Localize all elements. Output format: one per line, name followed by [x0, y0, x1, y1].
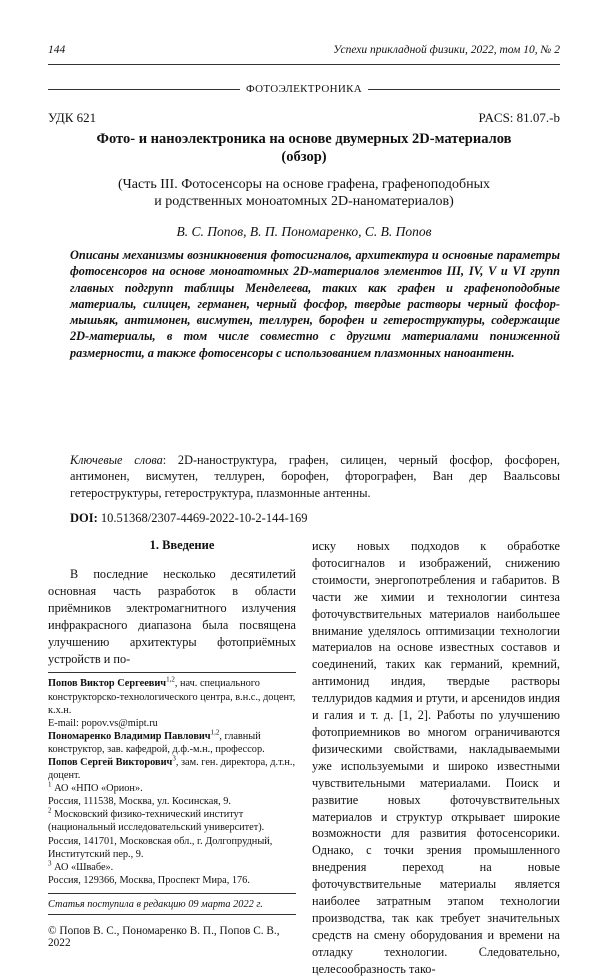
- pacs-code: PACS: 81.07.-b: [478, 110, 560, 125]
- org-2-name: [48, 808, 296, 834]
- author-1-email[interactable]: E-mail: popov.vs@mipt.ru: [48, 717, 158, 729]
- author-2-info: [48, 730, 296, 756]
- intro-paragraph: В последние несколько десятилетий основная часть разработок в области приёмников электромагнитного излучения инфракрасного диапазона была посвящена улучшению архитектуры фотоприёмных устройств и по-: [48, 567, 296, 666]
- journal-header: Успехи прикладной физики, 2022, том 10, № 2: [333, 44, 560, 56]
- intro-heading: 1. Введение: [149, 538, 215, 552]
- keywords-text: : 2D-наноструктура, графен, силицен, черный фосфор, фосфорен, антимонен, висмутен, теллурен, борофен, фторографен, Ван дер Ваальсовы гетероструктуры, гетероструктура, плазмонные антенны.: [70, 453, 560, 500]
- article-subtitle: [80, 176, 528, 210]
- org-2-address: Россия, 141701, Московская обл., г. Долгопрудный, Институтский пер., 9.: [48, 835, 273, 860]
- received-date: Статья поступила в редакцию 09 марта 2022 г.: [48, 898, 263, 910]
- doi: [70, 511, 307, 526]
- org-2-sup: 2: [48, 806, 52, 815]
- page-number: 144: [48, 44, 66, 56]
- subtitle-line-2: и родственных моноатомных 2D-наноматериалов): [154, 194, 454, 209]
- title-line-1: Фото- и наноэлектроника на основе двумерных 2D-материалов: [96, 131, 512, 147]
- author-1-info: [48, 677, 296, 716]
- copyright: © Попов В. С., Пономаренко В. П., Попов С. В., 2022: [48, 924, 280, 949]
- header-rule: [48, 64, 560, 65]
- authors: В. С. Попов, В. П. Пономаренко, С. В. Попов: [176, 224, 432, 239]
- author-3-desc: , зам. ген. директора, д.т.н., доцент.: [48, 757, 296, 782]
- received-rule: [48, 893, 296, 894]
- org-1-name: [48, 782, 296, 795]
- author-1-name: Попов Виктор Сергеевич: [48, 678, 167, 690]
- doi-link[interactable]: 10.51368/2307-4469-2022-10-2-144-169: [97, 511, 308, 525]
- section-divider: [48, 82, 560, 96]
- section-label: ФОТОЭЛЕКТРОНИКА: [240, 82, 368, 96]
- author-2-name: Пономаренко Владимир Павлович: [48, 730, 211, 742]
- org-1-label: АО «НПО «Орион».: [51, 783, 143, 795]
- article-title: [60, 130, 548, 166]
- author-1-sup: 1,2: [166, 676, 175, 685]
- author-3-name: Попов Сергей Викторович: [48, 757, 173, 768]
- received-rule-bottom: [48, 914, 296, 915]
- org-1-sup: 1: [48, 780, 52, 789]
- org-3-label: АО «Швабе».: [51, 861, 114, 873]
- author-3-info: [48, 756, 296, 782]
- subtitle-line-1: (Часть III. Фотосенсоры на основе графена, графеноподобных: [118, 177, 490, 192]
- org-3-sup: 3: [48, 859, 52, 868]
- author-2-desc: , главный конструктор, зав. кафедрой, д.ф.-м.н., профессор.: [48, 730, 265, 755]
- org-3-address: Россия, 129366, Москва, Проспект Мира, 176.: [48, 874, 250, 886]
- keywords: [70, 452, 560, 501]
- org-2-label: Московский физико-технический институт (национальный исследовательский университет).: [48, 809, 265, 834]
- left-column: [48, 538, 296, 949]
- udk-code: УДК 621: [48, 110, 97, 125]
- author-2-sup: 1,2: [210, 728, 220, 737]
- author-1-desc: , нач. специального конструкторско-технологического центра, в.н.с., доцент, к.х.н.: [48, 678, 296, 716]
- right-column-text: иску новых подходов к обработке фотосигналов и изображений, снижению стоимости, энергопотребления и габаритов. В части же химии и технологии синтеза фоточувствительных материалов наибольшее внимание уделялось оптимизации технологии материалов на основе известных составов и соединений, таких как германий, кремний, антимонид индия, твердые растворы теллуридов кадмия и ртути, и арсенидов индия и галия и т. д. [1, 2]. Работы по улучшению фотоприемников во многом ограничиваются физическими свойствами, накладываемыми уже используемыми и широко известными чувствительными материалами. Поиск и развитие новых фоточувствительных материалов и структур открывает широкие возможности для развития фотосенсорики. Однако, с точки зрения промышленного внедрения переход на новые фоточувствительные материалы является наиболее затратным этапом технологии производства, так как требует значительных средств на смену оборудования и времени на отладку технологии. Следовательно, целесообразность тако-: [312, 539, 560, 976]
- abstract: Описаны механизмы возникновения фотосигналов, архитектура и основные параметры фотосенсоров на основе моноатомных 2D-материалов элементов III, IV, V и VI групп главных подгрупп таблицы Менделеева, таких как графен и графеноподобные материалы, силицен, германен, черный фосфор, твердые растворы черный фосфор-мышьяк, антимонен, висмутен, теллурен, борофен и гетероструктуры, содержащие 2D-материалы, в том числе совместно с другими материалами пониженной размерности, а также фотосенсоры с использованием плазмонных наноантенн.: [70, 248, 560, 360]
- footnote-rule: [48, 672, 296, 673]
- keywords-label: Ключевые слова: [70, 453, 163, 467]
- doi-label: DOI:: [70, 511, 98, 525]
- org-1-address: Россия, 111538, Москва, ул. Косинская, 9.: [48, 796, 231, 808]
- org-3-name: [48, 861, 296, 874]
- title-line-2: (обзор): [281, 149, 327, 165]
- author-info: [48, 677, 296, 887]
- author-3-sup: 3: [172, 754, 176, 763]
